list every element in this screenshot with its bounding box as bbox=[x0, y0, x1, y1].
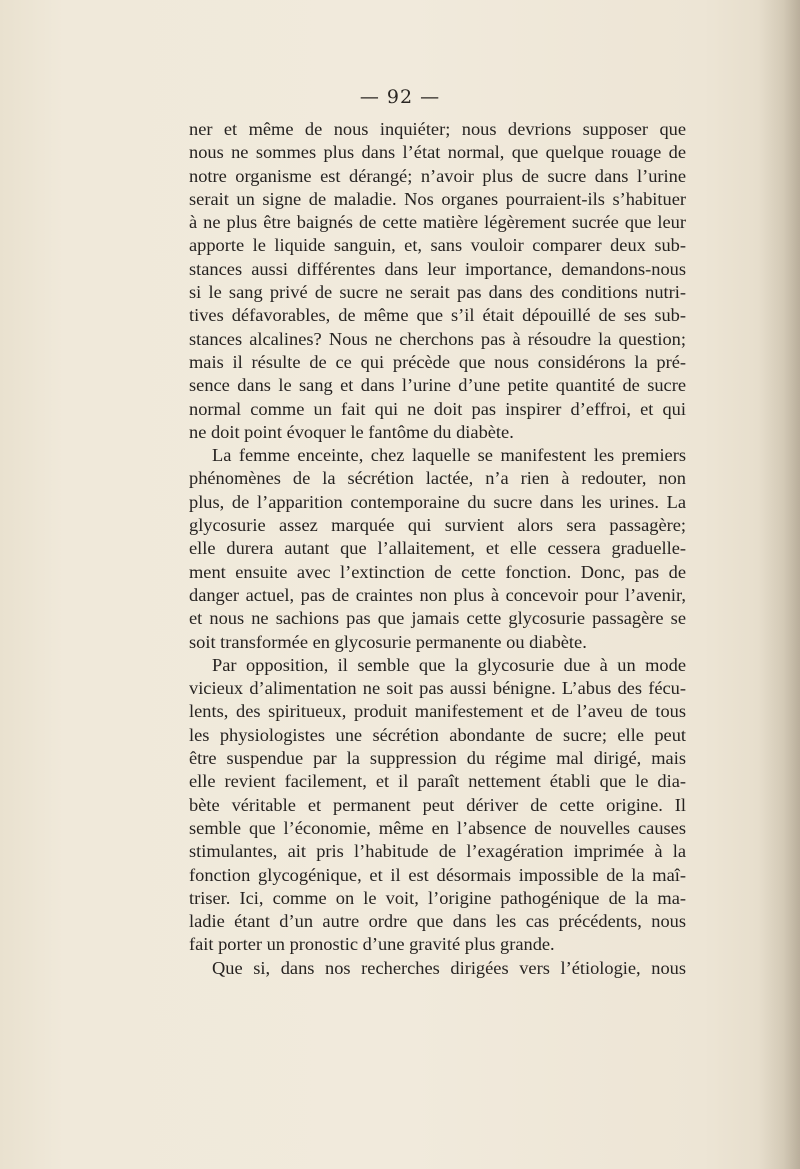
text-line: Par opposition, il semble que la glycosurie due à un mode bbox=[212, 654, 686, 675]
text-line: stances alcalines? Nous ne cherchons pas à résoudre la question; bbox=[189, 328, 686, 349]
text-line: et nous ne sachions pas que jamais cette glycosurie passagère se bbox=[189, 608, 686, 629]
text-line: serait un signe de maladie. Nos organes pourraient-ils s’habituer bbox=[189, 188, 686, 209]
text-line: bète véritable et permanent peut dériver de cette origine. Il bbox=[189, 794, 686, 815]
text-line: soit transformée en glycosurie permanente ou diabète. bbox=[189, 631, 587, 652]
text-line: ne doit point évoquer le fantôme du diabète. bbox=[189, 421, 514, 442]
body-text bbox=[189, 118, 686, 980]
text-line: ment ensuite avec l’extinction de cette fonction. Donc, pas de bbox=[189, 561, 686, 582]
text-line: elle durera autant que l’allaitement, et elle cessera graduelle- bbox=[189, 538, 686, 559]
text-line: apporte le liquide sanguin, et, sans vouloir comparer deux sub- bbox=[189, 235, 686, 256]
text-line: lents, des spiritueux, produit manifestement et de l’aveu de tous bbox=[189, 701, 686, 722]
text-line: être suspendue par la suppression du régime mal dirigé, mais bbox=[189, 748, 686, 769]
text-line: tives défavorables, de même que s’il était dépouillé de ses sub- bbox=[189, 305, 686, 326]
text-line: les physiologistes une sécrétion abondante de sucre; elle peut bbox=[189, 724, 686, 745]
page-edge-shadow bbox=[758, 0, 800, 1169]
text-line: semble que l’économie, même en l’absence de nouvelles causes bbox=[189, 817, 686, 838]
text-line: à ne plus être baignés de cette matière légèrement sucrée que leur bbox=[189, 212, 686, 233]
text-line: stances aussi différentes dans leur importance, demandons-nous bbox=[189, 258, 686, 279]
text-line: danger actuel, pas de craintes non plus à concevoir pour l’avenir, bbox=[189, 584, 686, 605]
text-line: normal comme un fait qui ne doit pas inspirer d’effroi, et qui bbox=[189, 398, 686, 419]
text-line: triser. Ici, comme on le voit, l’origine pathogénique de la ma- bbox=[189, 887, 686, 908]
text-line: mais il résulte de ce qui précède que nous considérons la pré- bbox=[189, 351, 686, 372]
text-line: ladie étant d’un autre ordre que dans les cas précédents, nous bbox=[189, 911, 686, 932]
text-line: sence dans le sang et dans l’urine d’une petite quantité de sucre bbox=[189, 375, 686, 396]
text-line: notre organisme est dérangé; n’avoir plus de sucre dans l’urine bbox=[189, 165, 686, 186]
text-line: fait porter un pronostic d’une gravité plus grande. bbox=[189, 934, 555, 955]
text-line: si le sang privé de sucre ne serait pas dans des conditions nutri- bbox=[189, 282, 686, 303]
text-line: plus, de l’apparition contemporaine du sucre dans les urines. La bbox=[189, 491, 686, 512]
page-number: — 92 — bbox=[359, 86, 441, 108]
text-line: vicieux d’alimentation ne soit pas aussi bénigne. L’abus des fécu- bbox=[189, 678, 686, 699]
text-line: nous ne sommes plus dans l’état normal, que quelque rouage de bbox=[189, 142, 686, 163]
text-line: glycosurie assez marquée qui survient alors sera passagère; bbox=[189, 515, 686, 536]
text-line: phénomènes de la sécrétion lactée, n’a rien à redouter, non bbox=[189, 468, 686, 489]
text-line: elle revient facilement, et il paraît nettement établi que le dia- bbox=[189, 771, 686, 792]
text-line: Que si, dans nos recherches dirigées vers l’étiologie, nous bbox=[212, 957, 686, 978]
text-line: fonction glycogénique, et il est désormais impossible de la maî- bbox=[189, 864, 686, 885]
text-line: La femme enceinte, chez laquelle se manifestent les premiers bbox=[212, 445, 686, 466]
text-line: stimulantes, ait pris l’habitude de l’exagération imprimée à la bbox=[189, 841, 686, 862]
text-line: ner et même de nous inquiéter; nous devrions supposer que bbox=[189, 119, 686, 139]
